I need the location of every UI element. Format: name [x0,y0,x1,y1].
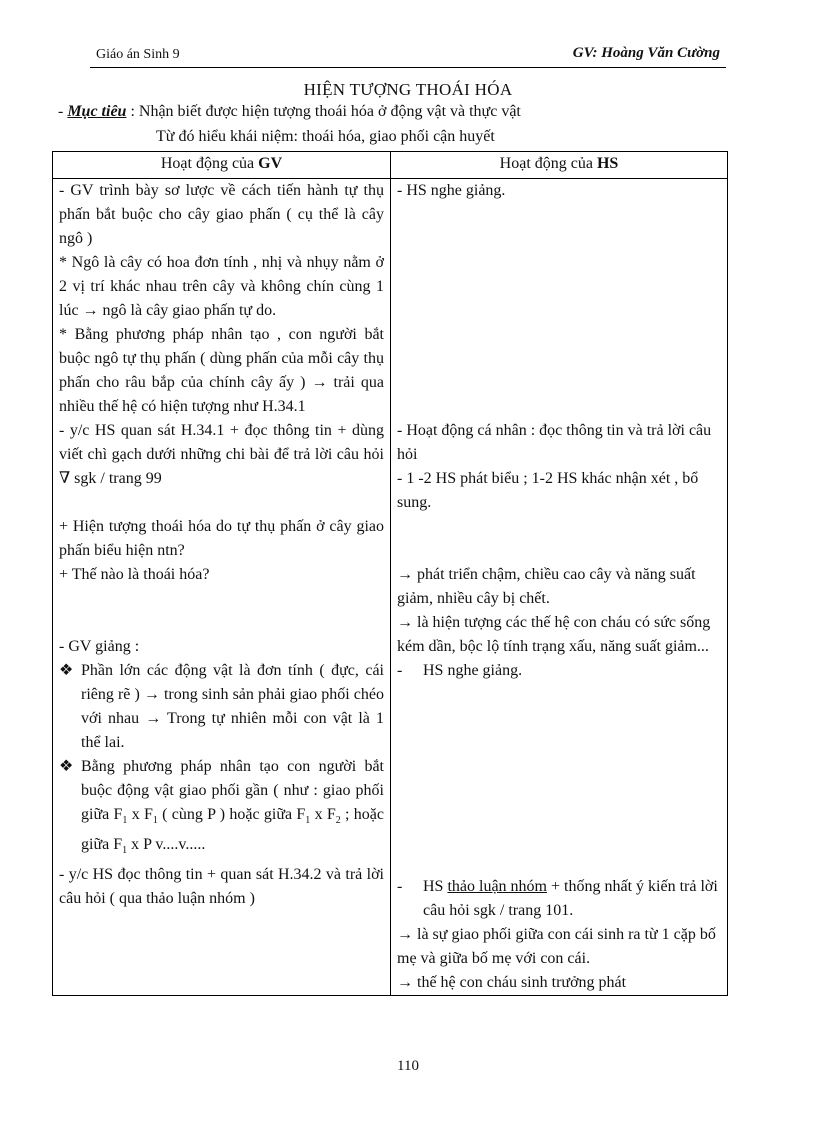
gv-paragraph-3: * Bằng phương pháp nhân tạo , con người bắt buộc ngô tự thụ phấn ( dùng phấn của mỗi cây thụ phấn cho râu bắp của chính cây ấy ) → trải qua nhiều thế hệ có hiện tượng như H.34.1 [59,326,384,415]
column-header-student: Hoạt động của HS [391,152,728,179]
objective-line-1 [58,103,521,121]
spacer [397,395,721,419]
gv-question-1: + Hiện tượng thoái hóa do tự thụ phấn ở cây giao phấn biểu hiện ntn? [59,518,384,559]
hs-activity-8: → là sự giao phối giữa con cái sinh ra từ 1 cặp bố mẹ và giữa bố mẹ với con cái. [397,926,716,967]
header-divider [90,67,726,68]
gv-bullet-1 [59,659,384,755]
spacer [397,203,721,227]
diamond-bullet-icon: ❖ [59,662,74,679]
spacer [397,707,721,731]
gv-paragraph-2: * Ngô là cây có hoa đơn tính , nhị và nhụy nằm ở 2 vị trí khác nhau trên cây và không chín cùng 1 lúc → ngô là cây giao phấn tự do. [59,254,384,319]
spacer [397,371,721,395]
objective-label: Mục tiêu [67,103,127,120]
objective-prefix: - [58,103,68,120]
gv-lecture-intro: - GV giảng : [59,638,140,655]
hs-activity-9: → thế hệ con cháu sinh trưởng phát [397,974,627,991]
spacer [397,851,721,875]
spacer [397,251,721,275]
diamond-bullet-icon: ❖ [59,758,74,775]
gv-paragraph-5: - y/c HS đọc thông tin + quan sát H.34.2 và trả lời câu hỏi ( qua thảo luận nhóm ) [59,866,384,908]
spacer [397,299,721,323]
spacer [59,587,384,611]
spacer [397,755,721,779]
hs-activity-3: - 1 -2 HS phát biểu ; 1-2 HS khác nhận xét , bổ sung. [397,470,699,511]
page-number: 110 [397,1058,419,1074]
lesson-activity-table [52,151,728,996]
spacer [397,779,721,803]
hs-activity-4: → phát triển chậm, chiều cao cây và năng suất giảm, nhiều cây bị chết. [397,566,696,607]
spacer [397,347,721,371]
hs-activity-7: - HS thảo luận nhóm + thống nhất ý kiến trả lời câu hỏi sgk / trang 101. [397,878,718,919]
spacer [397,683,721,707]
gv-bullet-2-text: Bằng phương pháp nhân tạo con người bắt buộc động vật giao phối gần ( như : giao phối giữa $F_1$ x $F_1$ ( cùng P ) hoặc giữa $F_1$ x $F_2$ ; hoặc giữa $F_1$ x P v....v..... [81,758,384,857]
spacer [397,515,721,539]
column-header-teacher: Hoạt động của GV [53,152,391,179]
spacer [397,827,721,851]
header-subject: Giáo án Sinh 9 [96,47,180,62]
objective-line-2: Từ đó hiểu khái niệm: thoái hóa, giao phối cận huyết [156,128,495,145]
table-row [53,179,728,996]
student-activity-cell [391,179,728,996]
spacer [397,227,721,251]
gv-bullet-1-text: Phần lớn các động vật là đơn tính ( đực, cái riêng rẽ ) → trong sinh sản phải giao phối chéo với nhau → Trong tự nhiên mỗi con vật là 1 thể lai. [81,662,384,751]
gv-bullet-2 [59,755,384,863]
spacer [397,275,721,299]
spacer [397,803,721,827]
page-title: HIỆN TƯỢNG THOÁI HÓA [303,80,513,99]
hs-activity-2: - Hoạt động cá nhân : đọc thông tin và trả lời câu hỏi [397,422,712,463]
teacher-activity-cell [53,179,391,996]
gv-paragraph-4: - y/c HS quan sát H.34.1 + đọc thông tin + dùng viết chì gạch dưới những chi bài để trả lời câu hỏi ∇ sgk / trang 99 [59,422,384,487]
hs-activity-5: → là hiện tượng các thế hệ con cháu có sức sống kém dần, bộc lộ tính trạng xấu, năng suất giảm... [397,614,711,655]
hs-activity-1: - HS nghe giảng. [397,182,506,199]
objective-text-1: : Nhận biết được hiện tượng thoái hóa ở động vật và thực vật [126,103,521,120]
spacer [397,731,721,755]
spacer [59,491,384,515]
gv-question-2: + Thế nào là thoái hóa? [59,566,210,583]
spacer [397,539,721,563]
spacer [59,611,384,635]
table-header-row [53,152,728,179]
spacer [397,323,721,347]
header-teacher: GV: Hoàng Văn Cường [572,45,720,61]
hs-activity-6: - HS nghe giảng. [397,662,523,679]
gv-paragraph-1: - GV trình bày sơ lược về cách tiến hành tự thụ phấn bắt buộc cho cây giao phấn ( cụ thể là cây ngô ) [59,182,384,247]
